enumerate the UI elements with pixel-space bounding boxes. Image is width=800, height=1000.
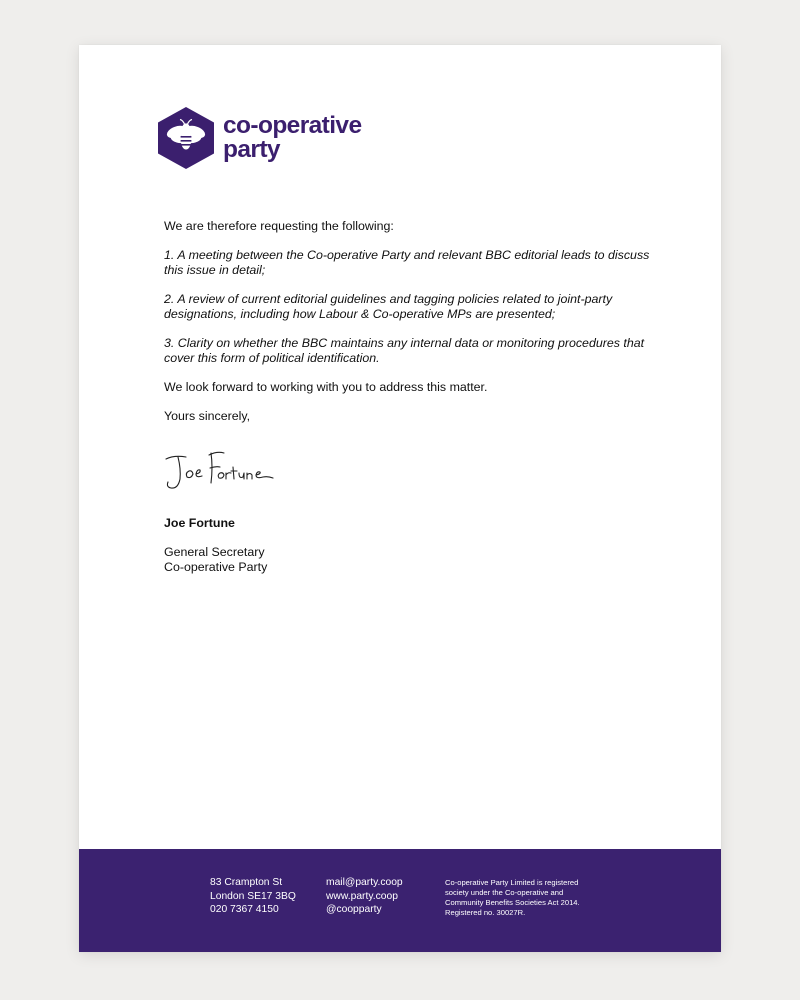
co-operative-party-logo — [158, 107, 361, 169]
footer-legal-notice — [445, 878, 595, 918]
footer-address — [210, 876, 296, 917]
signer-block — [164, 516, 267, 575]
intro-paragraph: We are therefore requesting the following: — [164, 219, 394, 233]
website-address: www.party.coop — [326, 890, 398, 902]
request-item: 1. A meeting between the Co-operative Party and relevant BBC editorial leads to discuss this issue in detail; — [164, 248, 650, 277]
request-item: 3. Clarity on whether the BBC maintains any internal data or monitoring procedures that cover this form of political identification. — [164, 336, 645, 365]
closing-paragraph: We look forward to working with you to address this matter. — [164, 380, 488, 394]
valediction: Yours sincerely, — [164, 409, 251, 423]
signer-organisation: Co-operative Party — [164, 560, 268, 574]
footer-contact — [326, 876, 403, 917]
legal-line: Co-operative Party Limited is registered — [445, 878, 579, 887]
social-handle: @coopparty — [326, 904, 382, 915]
request-item: 2. A review of current editorial guidelines and tagging policies related to joint-party designations, including how Labour & Co-operative MPs are presented; — [164, 292, 613, 321]
letter-body — [164, 219, 664, 438]
bee-hexagon-icon — [158, 107, 214, 169]
signer-title: General Secretary — [164, 545, 265, 559]
legal-line: Community Benefits Societies Act 2014. — [445, 898, 580, 907]
brand-wordmark — [223, 114, 361, 162]
legal-line: Registered no. 30027R. — [445, 908, 526, 917]
signer-name: Joe Fortune — [164, 516, 235, 530]
address-line: London SE17 3BQ — [210, 890, 296, 902]
brand-line-2: party — [223, 136, 280, 163]
letter-page — [79, 45, 721, 952]
handwritten-signature — [164, 449, 276, 497]
email-address: mail@party.coop — [326, 877, 403, 888]
letter-footer — [79, 849, 721, 952]
legal-line: society under the Co-operative and — [445, 888, 564, 897]
address-line: 83 Crampton St — [210, 877, 283, 888]
brand-line-1: co-operative — [223, 112, 362, 139]
phone-number: 020 7367 4150 — [210, 904, 279, 915]
